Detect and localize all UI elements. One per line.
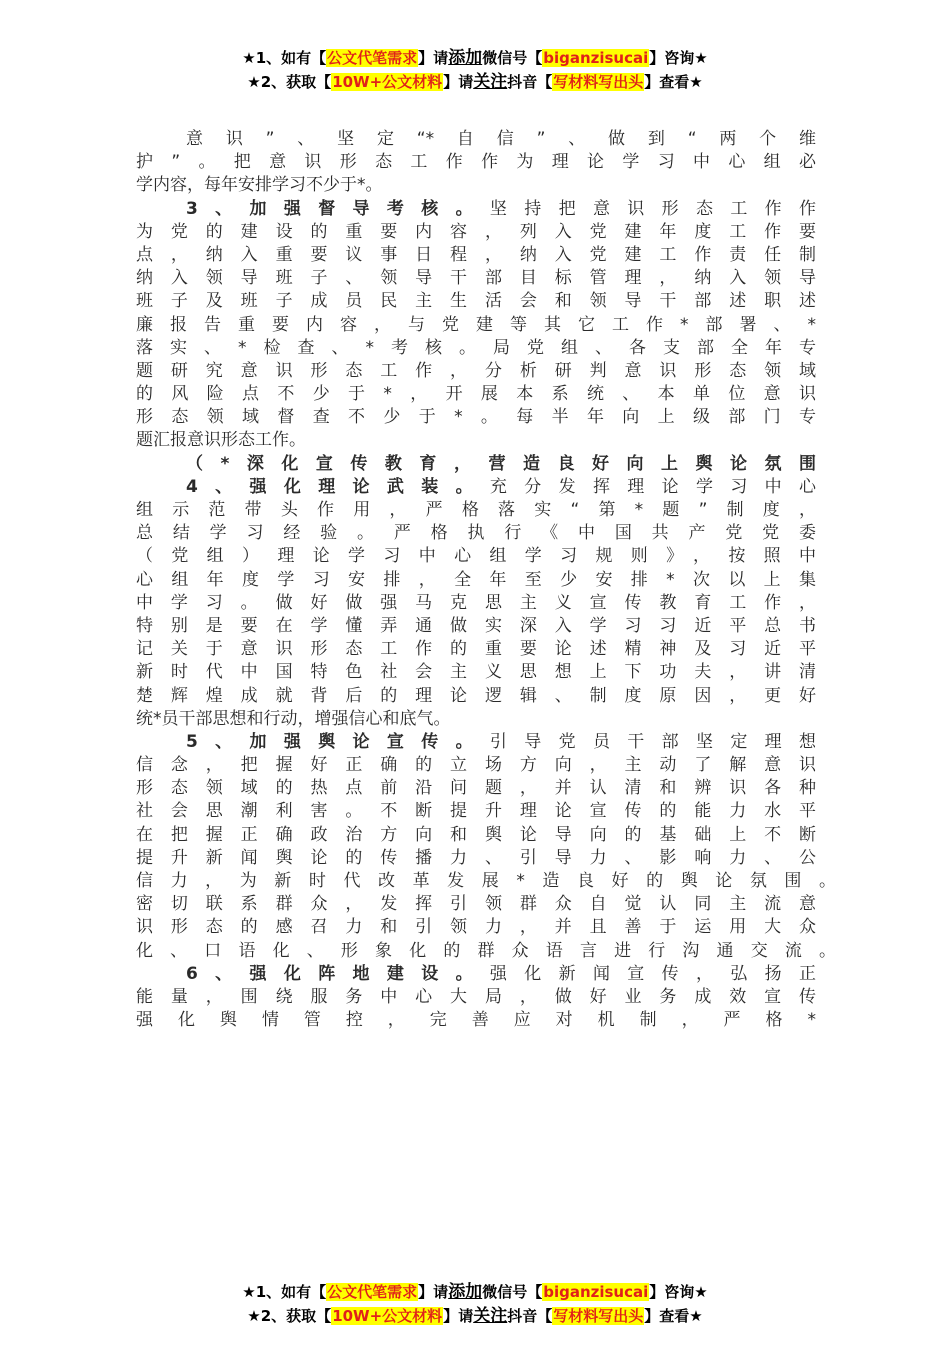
body-line: 组示范带头作用，严格落实“第*题”制度， xyxy=(136,500,816,520)
footer-line-2-prefix: ★2、获取【 xyxy=(247,1307,332,1325)
header-highlight-service: 公文代笔需求 xyxy=(327,49,418,67)
header-line-1-text-2: 微信号【 xyxy=(482,49,543,67)
header-line-2-text: 】请 xyxy=(443,73,474,91)
body-line: 统*员干部思想和行动，增强信心和底气。 xyxy=(136,708,451,729)
footer-highlight-wechat: biganzisucai xyxy=(543,1283,649,1301)
body-line: 能量，围绕服务中心大局，做好业务成效宣传 xyxy=(136,986,816,1007)
body-line: 形态领域的热点前沿问题，并认清和辨识各种 xyxy=(136,778,816,799)
body-line: 信力，为新时代改革发展*造良好的舆论氛围。 xyxy=(136,871,836,891)
document-body xyxy=(136,128,836,1032)
footer-line-1-prefix: ★1、如有【 xyxy=(242,1283,327,1301)
header-highlight-materials: 10W+公文材料 xyxy=(332,73,443,91)
footer-line-2-suffix: 】查看★ xyxy=(644,1307,703,1325)
body-line-text: 充分发挥理论学习中心 xyxy=(489,476,816,497)
header-line-1-prefix: ★1、如有【 xyxy=(242,49,327,67)
section-6-heading: 6、强化阵地建设。 xyxy=(186,963,490,984)
footer-line-2 xyxy=(0,1304,950,1328)
footer-line-2-text-2: 抖音【 xyxy=(507,1307,553,1325)
header-line-1-suffix: 】咨询★ xyxy=(649,49,708,67)
header-line-2-text-2: 抖音【 xyxy=(507,73,553,91)
header-line-2-prefix: ★2、获取【 xyxy=(247,73,332,91)
footer-emphasis-follow: 关注 xyxy=(473,1306,508,1326)
footer-highlight-service: 公文代笔需求 xyxy=(327,1283,418,1301)
footer-line-1 xyxy=(0,1280,950,1304)
body-line: 意识”、坚定“*自信”、做到“两个维 xyxy=(186,129,816,149)
body-line-text: 强化新闻宣传，弘扬正 xyxy=(489,963,816,984)
body-line: 心组年度学习安排，全年至少安排*次以上集 xyxy=(136,569,816,590)
body-line: 信念，把握好正确的立场方向，主动了解意识 xyxy=(136,755,816,776)
body-line-text: 引导党员干部坚定理想 xyxy=(489,731,816,752)
body-line: 在把握正确政治方向和舆论导向的基础上不断 xyxy=(136,824,816,845)
body-line: 纳入领导班子、领导干部目标管理，纳入领导 xyxy=(136,268,816,289)
body-line: 楚辉煌成就背后的理论逻辑、制度原因，更好 xyxy=(136,685,816,706)
body-line: 强化舆情管控，完善应对机制，严格* xyxy=(136,1010,816,1031)
body-line: 题研究意识形态工作，分析研判意识形态领域 xyxy=(136,360,816,381)
header-line-1-text: 】请 xyxy=(418,49,449,67)
footer-highlight-materials: 10W+公文材料 xyxy=(332,1307,443,1325)
footer-line-2-text: 】请 xyxy=(443,1307,474,1325)
section-4-heading-line xyxy=(136,476,816,499)
body-line: 特别是要在学懂弄通做实深入学习习近平总书 xyxy=(136,615,816,636)
section-5-heading-line xyxy=(136,731,816,754)
body-line: （党组）理论学习中心组学习规则》，按照中 xyxy=(136,546,816,567)
header-highlight-douyin: 写材料写出头 xyxy=(553,73,644,91)
footer-line-1-suffix: 】咨询★ xyxy=(649,1283,708,1301)
body-line: 廉报告重要内容，与党建等其它工作*部署、* xyxy=(136,314,816,335)
body-line: 落实、*检查、*考核。局党组、各支部全年专 xyxy=(136,337,816,358)
section-3-heading-line xyxy=(136,198,816,221)
section-6-heading-line xyxy=(136,963,816,986)
body-line: 为党的建设的重要内容，列入党建年度工作要 xyxy=(136,221,816,242)
header-emphasis-follow: 关注 xyxy=(473,72,508,92)
body-line: 学内容，每年安排学习不少于*。 xyxy=(136,175,383,196)
section-4-heading: 4、强化理论武装。 xyxy=(186,476,490,497)
section-3-heading: 3、加强督导考核。 xyxy=(186,198,490,219)
footer-line-1-text-2: 微信号【 xyxy=(482,1283,543,1301)
header-emphasis-add: 添加 xyxy=(448,48,483,68)
header-line-1 xyxy=(0,46,950,70)
footer-banner xyxy=(0,1280,950,1328)
body-line: 密切联系群众，发挥引领群众自觉认同主流意 xyxy=(136,894,816,915)
header-highlight-wechat: biganzisucai xyxy=(543,49,649,67)
footer-highlight-douyin: 写材料写出头 xyxy=(553,1307,644,1325)
body-line: 中学习。做好做强马克思主义宣传教育工作， xyxy=(136,592,816,613)
footer-line-1-text: 】请 xyxy=(418,1283,449,1301)
body-line: 化、口语化、形象化的群众语言进行沟通交流。 xyxy=(136,940,836,961)
body-line: 点，纳入重要议事日程，纳入党建工作责任制 xyxy=(136,244,816,265)
body-line: 识形态的感召力和引领力，并且善于运用大众 xyxy=(136,917,816,938)
header-line-2-suffix: 】查看★ xyxy=(644,73,703,91)
body-line: 的风险点不少于*，开展本系统、本单位意识 xyxy=(136,384,816,405)
section-5-heading: 5、加强舆论宣传。 xyxy=(186,731,490,752)
body-line: 提升新闻舆论的传播力、引导力、影响力、公 xyxy=(136,847,816,868)
subsection-heading: （*深化宣传教育，营造良好向上舆论氛围 xyxy=(186,453,816,474)
header-banner xyxy=(0,46,950,94)
body-line: 社会思潮利害。不断提升理论宣传的能力水平 xyxy=(136,801,816,822)
body-line: 新时代中国特色社会主义思想上下功夫，讲清 xyxy=(136,662,816,683)
body-line: 形态领域督查不少于*。每半年向上级部门专 xyxy=(136,407,816,428)
body-line: 记关于意识形态工作的重要论述精神及习近平 xyxy=(136,639,816,660)
footer-emphasis-add: 添加 xyxy=(448,1282,483,1302)
body-line: 护”。把意识形态工作作为理论学习中心组必 xyxy=(136,152,816,173)
body-line: 班子及班子成员民主生活会和领导干部述职述 xyxy=(136,291,816,312)
body-line: 题汇报意识形态工作。 xyxy=(136,430,306,451)
body-line: 总结学习经验。严格执行《中国共产党党委 xyxy=(136,523,816,544)
body-line-text: 坚持把意识形态工作作 xyxy=(489,198,816,219)
header-line-2 xyxy=(0,70,950,94)
